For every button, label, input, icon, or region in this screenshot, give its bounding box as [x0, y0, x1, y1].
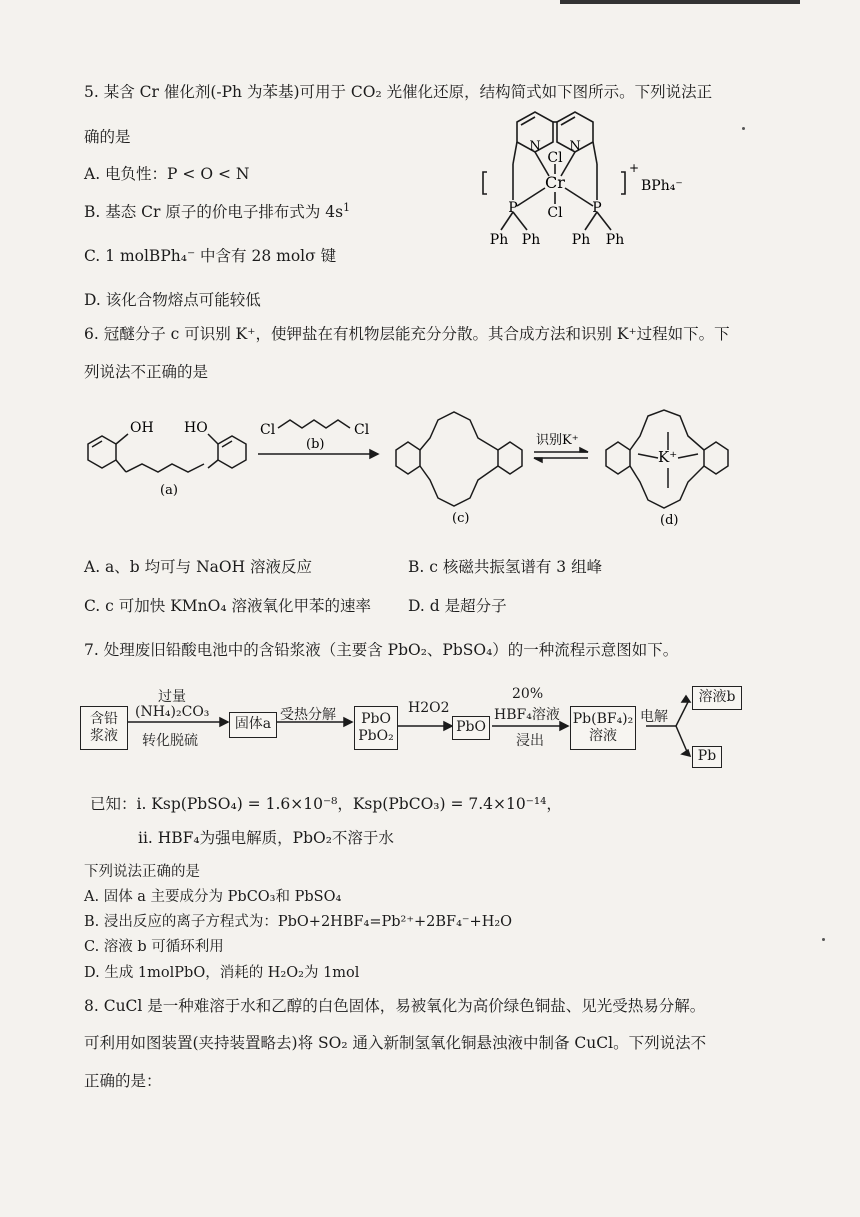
flow-solution-line2: 溶液 [589, 728, 617, 744]
crown-ether-synthesis-scheme [78, 392, 758, 542]
recognize-k-label: 识别K⁺ [536, 433, 579, 448]
q7-stem: 7. 处理废旧铅酸电池中的含铅浆液（主要含 PbO₂、PbSO₄）的一种流程示意图如下。 [84, 641, 679, 659]
flow-pbo-line2: PbO₂ [358, 728, 394, 744]
q5-option-b [84, 200, 350, 222]
complex-charge: + [629, 161, 640, 175]
counter-ion: BPh₄⁻ [641, 178, 683, 194]
ph-label-3: Ph [571, 232, 591, 248]
step4-reagent-2: HBF₄溶液 [494, 707, 560, 723]
q6-option-d: D. d 是超分子 [408, 597, 507, 615]
q5-option-c: C. 1 molBPh₄⁻ 中含有 28 molσ 键 [84, 247, 337, 265]
flow-start-box [80, 706, 128, 750]
q7-known-2: ii. HBF₄为强电解质，PbO₂不溶于水 [138, 829, 394, 847]
chlorine-right: Cl [354, 422, 370, 438]
flow-out-solution-b-text: 溶液b [698, 689, 736, 706]
q5-option-b-sup: 1 [343, 200, 351, 214]
q7-option-c: C. 溶液 b 可循环利用 [84, 939, 224, 955]
flow-out-solution-b [692, 686, 742, 710]
q5-option-b-text: B. 基态 Cr 原子的价电子排布式为 4s [84, 203, 344, 221]
flow-solid-a-text: 固体a [234, 716, 272, 733]
q8-stem-line2: 可利用如图装置(夹持装置略去)将 SO₂ 通入新制氢氧化铜悬浊液中制备 CuCl。下列说法不 [84, 1034, 707, 1052]
n-atom-right: N [569, 139, 581, 154]
scan-edge-bar [560, 0, 800, 4]
flow-pbo-mix-box [354, 706, 398, 750]
q6-stem-line2: 列说法不正确的是 [84, 363, 209, 381]
flow-out-pb [692, 746, 722, 768]
flow-solution-box [570, 706, 636, 750]
q5-option-d: D. 该化合物熔点可能较低 [84, 291, 261, 309]
q7-option-b: B. 浸出反应的离子方程式为：PbO+2HBF₄=Pb²⁺+2BF₄⁻+H₂O [84, 914, 513, 930]
step4-label: 浸出 [516, 733, 544, 749]
hydroxyl-right: HO [184, 420, 208, 436]
cr-complex-structure [475, 92, 705, 257]
p-atom-left: P [508, 200, 518, 216]
q8-stem-line3: 正确的是： [84, 1072, 162, 1090]
q6-option-c: C. c 可加快 KMnO₄ 溶液氧化甲苯的速率 [84, 597, 371, 615]
step2-label: 受热分解 [280, 707, 336, 723]
flow-solid-a-box [229, 712, 277, 738]
flow-solution-line1: Pb(BF₄)₂ [572, 710, 634, 727]
flow-start-line2: 浆液 [90, 728, 118, 744]
cl-atom-bottom: Cl [547, 205, 563, 221]
flow-start-line1: 含铅 [90, 710, 118, 727]
cl-atom-top: Cl [547, 150, 563, 166]
flow-pbo-box [452, 716, 490, 740]
scan-speck [742, 127, 745, 130]
hydroxyl-left: OH [130, 420, 154, 436]
q6-option-b: B. c 核磁共振氢谱有 3 组峰 [408, 558, 603, 576]
q5-stem-line2: 确的是 [84, 128, 131, 146]
q7-ask: 下列说法正确的是 [84, 864, 200, 880]
ph-label-1: Ph [489, 232, 509, 248]
step1-reagent-2: (NH₄)₂CO₃ [135, 704, 210, 720]
p-atom-right: P [592, 200, 602, 216]
cr-atom: Cr [545, 173, 565, 192]
potassium-ion: K⁺ [658, 448, 678, 466]
step5-label: 电解 [640, 709, 668, 725]
q5-option-a: A. 电负性：P < O < N [84, 165, 250, 183]
flow-out-pb-text: Pb [697, 748, 717, 765]
step3-label: H2O2 [408, 700, 450, 716]
q7-option-d: D. 生成 1molPbO，消耗的 H₂O₂为 1mol [84, 965, 360, 981]
ph-label-4: Ph [605, 232, 625, 248]
chlorine-left: Cl [260, 422, 276, 438]
step4-reagent-1: 20% [512, 686, 544, 702]
step1-label: 转化脱硫 [142, 733, 198, 749]
label-d: (d) [660, 513, 679, 528]
step1-reagent-1: 过量 [158, 689, 186, 705]
q5-stem-line1: 5. 某含 Cr 催化剂(-Ph 为苯基)可用于 CO₂ 光催化还原，结构简式如下图所示。下列说法正 [84, 83, 713, 101]
flow-pbo-line1: PbO [361, 710, 391, 727]
flow-pbo-text: PbO [456, 719, 486, 736]
ph-label-2: Ph [521, 232, 541, 248]
q6-option-a: A. a、b 均可与 NaOH 溶液反应 [84, 558, 313, 576]
scan-speck [822, 938, 825, 941]
label-b: (b) [306, 437, 325, 452]
n-atom-left: N [529, 139, 541, 154]
label-c: (c) [452, 511, 470, 526]
q7-option-a: A. 固体 a 主要成分为 PbCO₃和 PbSO₄ [84, 889, 342, 905]
q8-stem-line1: 8. CuCl 是一种难溶于水和乙醇的白色固体，易被氧化为高价绿色铜盐、见光受热易分解。 [84, 997, 706, 1015]
label-a: (a) [160, 483, 178, 498]
q7-known-1: 已知：i. Ksp(PbSO₄) = 1.6×10⁻⁸，Ksp(PbCO₃) = 7.4×10⁻¹⁴， [90, 795, 562, 813]
q6-stem-line1: 6. 冠醚分子 c 可识别 K⁺，使钾盐在有机物层能充分分散。其合成方法和识别 K⁺过程如下。下 [84, 325, 730, 343]
